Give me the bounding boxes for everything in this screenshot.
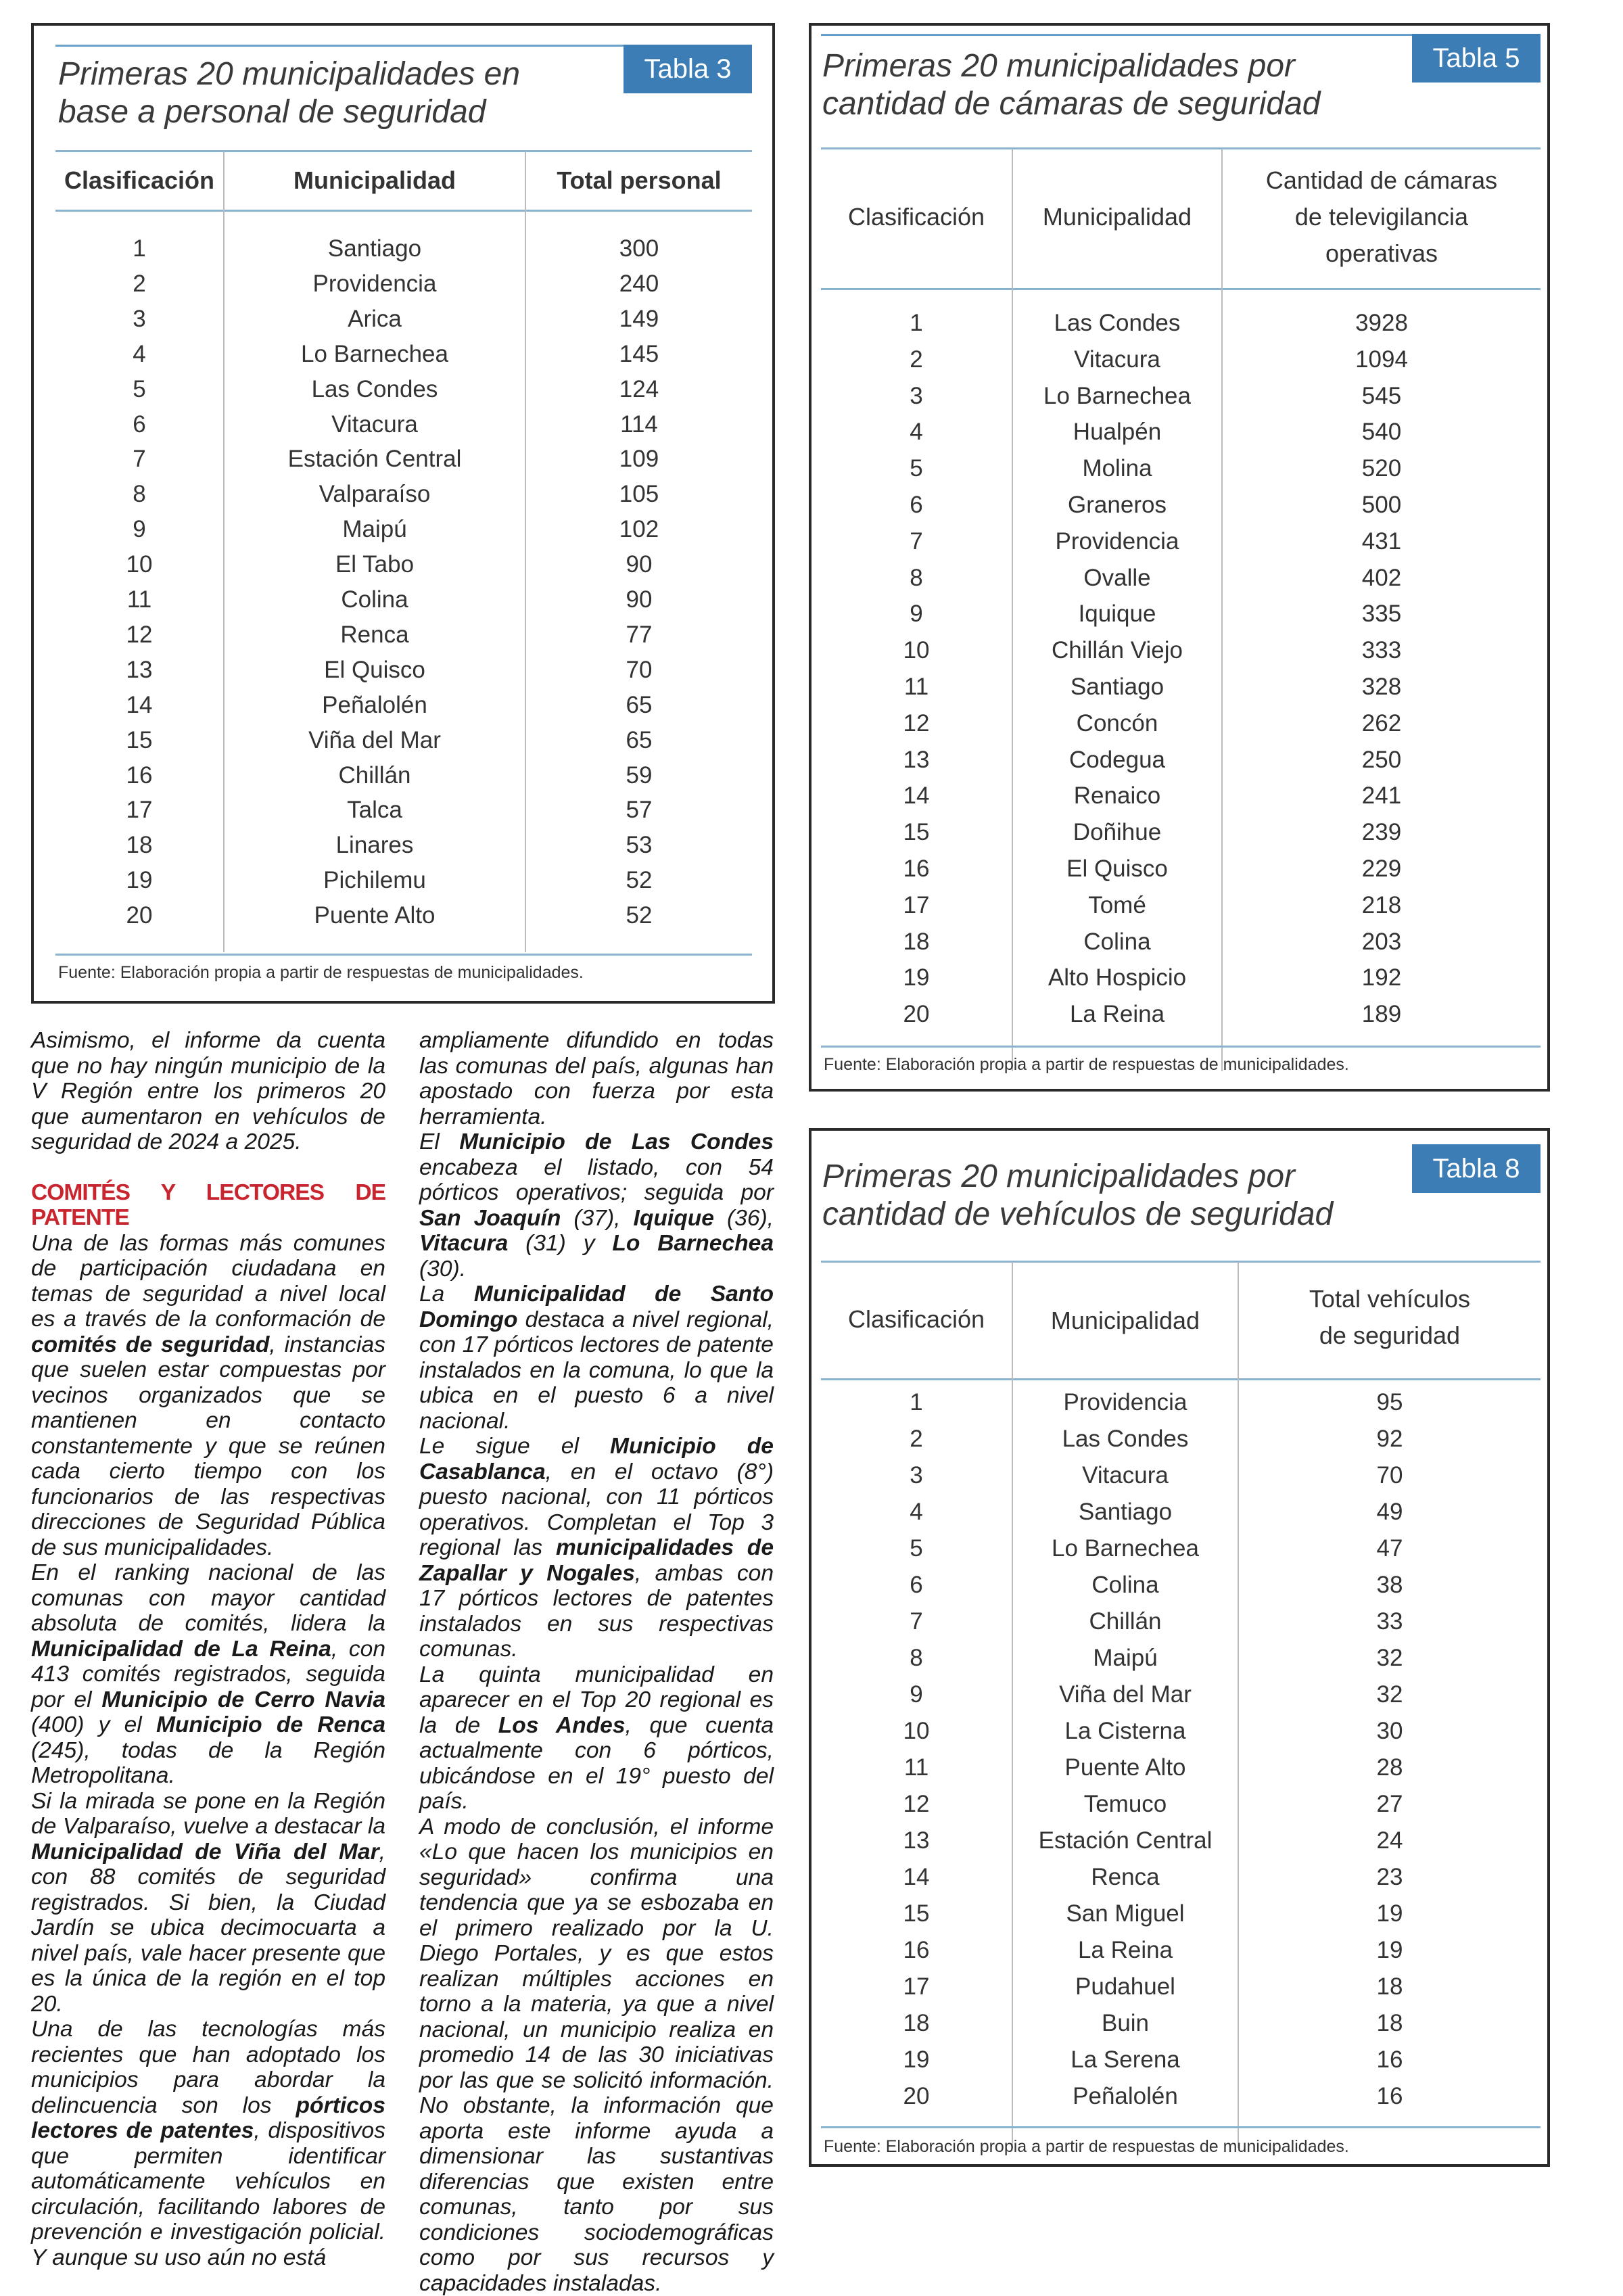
rank-cell: 14: [821, 1864, 1012, 1891]
value-cell: 520: [1223, 455, 1540, 482]
value-cell: 241: [1223, 782, 1540, 810]
rank-cell: 19: [55, 867, 223, 894]
table-row: [821, 2010, 1540, 2046]
table-row: [821, 929, 1540, 965]
municipality-cell: Maipú: [1013, 1645, 1238, 1672]
paragraph: Si la mirada se pone en la Región de Valparaíso, vuelve a destacar la Municipalidad de Viña del Mar, con 88 comités de seguridad registrados. Si bien, la Ciudad Jardín se ubica decimocuarta a nivel país, vale hacer presente que es la única de la región en el top 20.: [31, 1789, 385, 2017]
municipality-cell: Linares: [225, 832, 525, 859]
value-cell: 218: [1223, 892, 1540, 919]
value-cell: 59: [526, 762, 752, 789]
municipality-cell: Lo Barnechea: [1013, 383, 1221, 410]
rank-cell: 17: [821, 1973, 1012, 2000]
table-row: [821, 892, 1540, 929]
municipality-cell: Puente Alto: [225, 902, 525, 929]
value-cell: 240: [526, 271, 752, 298]
table-row: [55, 797, 752, 832]
value-cell: 19: [1239, 1937, 1540, 1964]
table-row: [55, 271, 752, 306]
table-row: [821, 455, 1540, 492]
header-bottom-rule: [821, 288, 1540, 290]
table-row: [821, 1718, 1540, 1754]
table-row: [821, 1937, 1540, 1973]
rank-cell: 14: [55, 692, 223, 719]
paragraph: A modo de conclusión, el informe «Lo que hacen los municipios en seguridad» confirma una tendencia que ya se esbozaba en el primero realizado por la U. Diego Portales, y es que estos realizan múltiples acciones en torno a la materia, ya que a nivel nacional, un municipio realiza en promedio 14 de las 30 iniciativas por las que se solicitó información. No obstante, la información que aporta este informe ayuda a dimensionar las sustantivas diferencias que existen entre comunas, tanto por sus condiciones sociodemográficas como por sus recursos y capacidades instaladas.: [419, 1814, 774, 2296]
table-row: [821, 637, 1540, 674]
rank-cell: 15: [55, 727, 223, 754]
municipality-cell: Hualpén: [1013, 419, 1221, 446]
rank-cell: 18: [821, 929, 1012, 956]
table-row: [55, 867, 752, 902]
rank-cell: 19: [821, 964, 1012, 991]
municipality-cell: Puente Alto: [1013, 1754, 1238, 1781]
municipality-cell: Buin: [1013, 2010, 1238, 2037]
value-cell: 18: [1239, 2010, 1540, 2037]
tabla-8-box: [809, 1128, 1550, 2167]
municipality-cell: Maipú: [225, 516, 525, 543]
value-cell: 333: [1223, 637, 1540, 664]
municipality-cell: Peñalolén: [1013, 2083, 1238, 2110]
municipality-cell: Concón: [1013, 710, 1221, 737]
municipality-cell: Estación Central: [1013, 1827, 1238, 1854]
rank-cell: 20: [55, 902, 223, 929]
header-bottom-rule: [55, 210, 752, 212]
value-cell: 32: [1239, 1645, 1540, 1672]
header-top-rule: [821, 1261, 1540, 1263]
table-row: [821, 1791, 1540, 1827]
tabla-8-tag: Tabla 8: [1412, 1144, 1540, 1193]
rank-cell: 5: [821, 455, 1012, 482]
tabla-5-source: Fuente: Elaboración propia a partir de respuestas de municipalidades.: [824, 1055, 1349, 1075]
article-column-2: [419, 1028, 774, 2296]
table-row: [821, 346, 1540, 383]
value-cell: 250: [1223, 747, 1540, 774]
rank-cell: 18: [821, 2010, 1012, 2037]
rank-cell: 2: [55, 271, 223, 298]
rank-cell: 11: [821, 1754, 1012, 1781]
table-row: [821, 310, 1540, 346]
value-cell: 92: [1239, 1426, 1540, 1453]
rank-cell: 7: [821, 1608, 1012, 1635]
rank-cell: 18: [55, 832, 223, 859]
value-cell: 33: [1239, 1608, 1540, 1635]
value-cell: 189: [1223, 1001, 1540, 1028]
header-top-rule: [55, 150, 752, 152]
value-cell: 229: [1223, 856, 1540, 883]
table-row: [55, 762, 752, 797]
value-cell: 114: [526, 411, 752, 438]
municipality-cell: Pichilemu: [225, 867, 525, 894]
tabla-3-rows: [55, 235, 752, 952]
header-top-rule: [821, 147, 1540, 149]
table-row: [821, 674, 1540, 710]
municipality-cell: Tomé: [1013, 892, 1221, 919]
rank-cell: 15: [821, 1900, 1012, 1927]
article-column-1: [31, 1028, 385, 2270]
rank-cell: 3: [821, 1462, 1012, 1489]
header-total-personal: Total personal: [526, 162, 752, 199]
rank-cell: 15: [821, 819, 1012, 846]
value-cell: 18: [1239, 1973, 1540, 2000]
municipality-cell: Renca: [225, 622, 525, 649]
value-cell: 540: [1223, 419, 1540, 446]
table-row: [55, 376, 752, 411]
table-row: [55, 692, 752, 727]
value-cell: 70: [1239, 1462, 1540, 1489]
table-row: [821, 747, 1540, 783]
municipality-cell: Doñihue: [1013, 819, 1221, 846]
tabla-8-title: Primeras 20 municipalidades por cantidad de vehículos de seguridad: [822, 1158, 1333, 1234]
table-row: [821, 1572, 1540, 1608]
table-row: [821, 528, 1540, 565]
rank-cell: 19: [821, 2046, 1012, 2074]
paragraph: Asimismo, el informe da cuenta que no hay ningún municipio de la V Región entre los primeros 20 que aumentaron en vehículos de seguridad de 2024 a 2025.: [31, 1028, 385, 1155]
value-cell: 1094: [1223, 346, 1540, 373]
municipality-cell: Santiago: [225, 235, 525, 262]
rank-cell: 12: [55, 622, 223, 649]
rank-cell: 13: [821, 1827, 1012, 1854]
tabla-8-source: Fuente: Elaboración propia a partir de respuestas de municipalidades.: [824, 2137, 1349, 2157]
rank-cell: 1: [821, 310, 1012, 337]
municipality-cell: La Cisterna: [1013, 1718, 1238, 1745]
table-row: [821, 819, 1540, 856]
rank-cell: 20: [821, 2083, 1012, 2110]
rank-cell: 9: [55, 516, 223, 543]
table-row: [55, 727, 752, 762]
municipality-cell: Colina: [1013, 929, 1221, 956]
value-cell: 65: [526, 692, 752, 719]
municipality-cell: Arica: [225, 306, 525, 333]
section-heading: COMITÉS Y LECTORES DE PATENTE: [31, 1180, 385, 1231]
rank-cell: 8: [821, 565, 1012, 592]
rank-cell: 2: [821, 346, 1012, 373]
value-cell: 30: [1239, 1718, 1540, 1745]
table-row: [821, 782, 1540, 819]
table-row: [821, 856, 1540, 892]
value-cell: 90: [526, 551, 752, 578]
rank-cell: 7: [55, 446, 223, 473]
value-cell: 16: [1239, 2046, 1540, 2074]
municipality-cell: Chillán Viejo: [1013, 637, 1221, 664]
value-cell: 49: [1239, 1499, 1540, 1526]
value-cell: 545: [1223, 383, 1540, 410]
table-row: [821, 1754, 1540, 1791]
value-cell: 65: [526, 727, 752, 754]
table-row: [55, 622, 752, 657]
tabla-5-box: [809, 23, 1550, 1092]
value-cell: 23: [1239, 1864, 1540, 1891]
rank-cell: 12: [821, 710, 1012, 737]
table-row: [821, 1426, 1540, 1462]
rank-cell: 7: [821, 528, 1012, 555]
value-cell: 3928: [1223, 310, 1540, 337]
value-cell: 16: [1239, 2083, 1540, 2110]
table-row: [821, 1900, 1540, 1937]
rank-cell: 9: [821, 601, 1012, 628]
table-row: [821, 601, 1540, 637]
rank-cell: 13: [55, 657, 223, 684]
municipality-cell: Vitacura: [225, 411, 525, 438]
rank-cell: 17: [55, 797, 223, 824]
tabla-3-tag: Tabla 3: [624, 45, 752, 93]
rank-cell: 5: [821, 1535, 1012, 1562]
table-row: [821, 1681, 1540, 1718]
table-row: [55, 551, 752, 586]
table-row: [821, 419, 1540, 455]
municipality-cell: Estación Central: [225, 446, 525, 473]
value-cell: 192: [1223, 964, 1540, 991]
value-cell: 27: [1239, 1791, 1540, 1818]
paragraph: ampliamente difundido en todas las comunas del país, algunas han apostado con fuerza por esta herramienta.: [419, 1028, 774, 1129]
rank-cell: 6: [821, 492, 1012, 519]
value-cell: 52: [526, 902, 752, 929]
header-total-vehiculos: Total vehículos de seguridad: [1239, 1281, 1540, 1354]
rank-cell: 4: [821, 1499, 1012, 1526]
table-row: [821, 383, 1540, 419]
municipality-cell: Graneros: [1013, 492, 1221, 519]
value-cell: 57: [526, 797, 752, 824]
header-municipalidad: Municipalidad: [1013, 1303, 1238, 1339]
table-row: [55, 902, 752, 937]
rank-cell: 10: [55, 551, 223, 578]
rank-cell: 5: [55, 376, 223, 403]
rank-cell: 20: [821, 1001, 1012, 1028]
value-cell: 47: [1239, 1535, 1540, 1562]
municipality-cell: Vitacura: [1013, 1462, 1238, 1489]
municipality-cell: El Quisco: [225, 657, 525, 684]
rank-cell: 11: [55, 586, 223, 613]
value-cell: 77: [526, 622, 752, 649]
rank-cell: 16: [55, 762, 223, 789]
table-row: [821, 964, 1540, 1001]
value-cell: 28: [1239, 1754, 1540, 1781]
municipality-cell: Iquique: [1013, 601, 1221, 628]
table-row: [821, 1645, 1540, 1681]
header-municipalidad: Municipalidad: [225, 162, 525, 199]
municipality-cell: Providencia: [225, 271, 525, 298]
paragraph: Una de las tecnologías más recientes que han adoptado los municipios para abordar la delincuencia son los pórticos lectores de patentes, dispositivos que permiten identificar automáticamente vehículos en circulación, facilitando labores de prevención e investigación policial. Y aunque su uso aún no está: [31, 2017, 385, 2270]
municipality-cell: Lo Barnechea: [225, 341, 525, 368]
municipality-cell: La Serena: [1013, 2046, 1238, 2074]
municipality-cell: Pudahuel: [1013, 1973, 1238, 2000]
municipality-cell: Las Condes: [1013, 310, 1221, 337]
tabla-3-title: Primeras 20 municipalidades en base a personal de seguridad: [58, 55, 520, 131]
tabla-5-rows: [821, 310, 1540, 1040]
municipality-cell: Temuco: [1013, 1791, 1238, 1818]
municipality-cell: Las Condes: [1013, 1426, 1238, 1453]
rank-cell: 10: [821, 637, 1012, 664]
header-camaras: Cantidad de cámaras de televigilancia operativas: [1223, 162, 1540, 272]
value-cell: 24: [1239, 1827, 1540, 1854]
paragraph: Le sigue el Municipio de Casablanca, en el octavo (8°) puesto nacional, con 11 pórticos operativos. Completan el Top 3 regional las municipalidades de Zapallar y Nogales, ambas con 17 pórticos lectores de patentes instalados en sus respectivas comunas.: [419, 1434, 774, 1662]
value-cell: 124: [526, 376, 752, 403]
value-cell: 402: [1223, 565, 1540, 592]
table-row: [821, 1608, 1540, 1645]
municipality-cell: Viña del Mar: [1013, 1681, 1238, 1708]
municipality-cell: Santiago: [1013, 674, 1221, 701]
value-cell: 32: [1239, 1681, 1540, 1708]
rank-cell: 3: [821, 383, 1012, 410]
paragraph: En el ranking nacional de las comunas con mayor cantidad absoluta de comités, lidera la Municipalidad de La Reina, con 413 comités registrados, seguida por el Municipio de Cerro Navia (400) y el Municipio de Renca (245), todas de la Región Metropolitana.: [31, 1560, 385, 1789]
rank-cell: 10: [821, 1718, 1012, 1745]
rank-cell: 16: [821, 856, 1012, 883]
municipality-cell: Alto Hospicio: [1013, 964, 1221, 991]
table-row: [821, 492, 1540, 528]
tabla-5-tag: Tabla 5: [1412, 34, 1540, 83]
table-row: [821, 1499, 1540, 1535]
municipality-cell: Renaico: [1013, 782, 1221, 810]
tabla-8-rows: [821, 1389, 1540, 2126]
municipality-cell: Chillán: [225, 762, 525, 789]
table-row: [821, 565, 1540, 601]
table-row: [821, 1535, 1540, 1572]
rank-cell: 4: [55, 341, 223, 368]
municipality-cell: El Tabo: [225, 551, 525, 578]
municipality-cell: San Miguel: [1013, 1900, 1238, 1927]
table-row: [55, 306, 752, 341]
municipality-cell: Molina: [1013, 455, 1221, 482]
rank-cell: 4: [821, 419, 1012, 446]
value-cell: 52: [526, 867, 752, 894]
municipality-cell: Providencia: [1013, 1389, 1238, 1416]
value-cell: 335: [1223, 601, 1540, 628]
rank-cell: 16: [821, 1937, 1012, 1964]
table-row: [55, 481, 752, 516]
municipality-cell: Providencia: [1013, 528, 1221, 555]
rank-cell: 11: [821, 674, 1012, 701]
table-row: [821, 1973, 1540, 2010]
header-clasificacion: Clasificación: [821, 199, 1012, 235]
header-clasificacion: Clasificación: [55, 162, 223, 199]
paragraph: La Municipalidad de Santo Domingo destaca a nivel regional, con 17 pórticos lectores de patente instalados en la comuna, lo que la ubica en el puesto 6 a nivel nacional.: [419, 1282, 774, 1434]
value-cell: 300: [526, 235, 752, 262]
table-row: [821, 1389, 1540, 1426]
value-cell: 19: [1239, 1900, 1540, 1927]
header-clasificacion: Clasificación: [821, 1301, 1012, 1338]
municipality-cell: La Reina: [1013, 1937, 1238, 1964]
table-row: [821, 1827, 1540, 1864]
table-row: [55, 446, 752, 481]
rank-cell: 17: [821, 892, 1012, 919]
table-row: [821, 2046, 1540, 2083]
footer-rule: [821, 1046, 1540, 1048]
tabla-5-title: Primeras 20 municipalidades por cantidad de cámaras de seguridad: [822, 47, 1320, 123]
rank-cell: 6: [821, 1572, 1012, 1599]
value-cell: 70: [526, 657, 752, 684]
header-bottom-rule: [821, 1378, 1540, 1380]
value-cell: 431: [1223, 528, 1540, 555]
paragraph: La quinta municipalidad en aparecer en el Top 20 regional es la de Los Andes, que cuenta actualmente con 6 pórticos, ubicándose en el 19° puesto del país.: [419, 1662, 774, 1814]
table-row: [821, 2083, 1540, 2119]
header-municipalidad: Municipalidad: [1013, 199, 1221, 235]
municipality-cell: Peñalolén: [225, 692, 525, 719]
table-row: [55, 411, 752, 446]
table-row: [821, 1864, 1540, 1900]
table-row: [55, 832, 752, 867]
tabla-3-source: Fuente: Elaboración propia a partir de respuestas de municipalidades.: [58, 963, 584, 983]
value-cell: 90: [526, 586, 752, 613]
table-row: [55, 235, 752, 271]
municipality-cell: Colina: [1013, 1572, 1238, 1599]
value-cell: 328: [1223, 674, 1540, 701]
tabla-3-box: [31, 23, 775, 1004]
table-row: [821, 710, 1540, 747]
rank-cell: 3: [55, 306, 223, 333]
value-cell: 95: [1239, 1389, 1540, 1416]
footer-rule: [55, 954, 752, 956]
value-cell: 145: [526, 341, 752, 368]
municipality-cell: Talca: [225, 797, 525, 824]
value-cell: 262: [1223, 710, 1540, 737]
rank-cell: 8: [821, 1645, 1012, 1672]
value-cell: 109: [526, 446, 752, 473]
table-row: [55, 657, 752, 692]
value-cell: 102: [526, 516, 752, 543]
rank-cell: 13: [821, 747, 1012, 774]
municipality-cell: Chillán: [1013, 1608, 1238, 1635]
rank-cell: 9: [821, 1681, 1012, 1708]
municipality-cell: La Reina: [1013, 1001, 1221, 1028]
rank-cell: 6: [55, 411, 223, 438]
municipality-cell: Valparaíso: [225, 481, 525, 508]
rank-cell: 14: [821, 782, 1012, 810]
table-row: [821, 1001, 1540, 1037]
municipality-cell: Las Condes: [225, 376, 525, 403]
table-row: [55, 586, 752, 622]
table-row: [821, 1462, 1540, 1499]
footer-rule: [821, 2126, 1540, 2128]
municipality-cell: Santiago: [1013, 1499, 1238, 1526]
table-row: [55, 516, 752, 551]
rank-cell: 8: [55, 481, 223, 508]
municipality-cell: Viña del Mar: [225, 727, 525, 754]
paragraph: Una de las formas más comunes de participación ciudadana en temas de seguridad a nivel local es a través de la conformación de comités de seguridad, instancias que suelen estar compuestas por vecinos organizados que se mantienen en contacto constantemente y que se reúnen cada cierto tiempo con los funcionarios de las respectivas direcciones de Seguridad Pública de sus municipalidades.: [31, 1231, 385, 1561]
value-cell: 38: [1239, 1572, 1540, 1599]
municipality-cell: Colina: [225, 586, 525, 613]
value-cell: 149: [526, 306, 752, 333]
value-cell: 105: [526, 481, 752, 508]
value-cell: 203: [1223, 929, 1540, 956]
rank-cell: 1: [55, 235, 223, 262]
municipality-cell: Codegua: [1013, 747, 1221, 774]
table-row: [55, 341, 752, 376]
municipality-cell: Ovalle: [1013, 565, 1221, 592]
rank-cell: 1: [821, 1389, 1012, 1416]
rank-cell: 12: [821, 1791, 1012, 1818]
municipality-cell: El Quisco: [1013, 856, 1221, 883]
municipality-cell: Renca: [1013, 1864, 1238, 1891]
rank-cell: 2: [821, 1426, 1012, 1453]
value-cell: 53: [526, 832, 752, 859]
municipality-cell: Vitacura: [1013, 346, 1221, 373]
municipality-cell: Lo Barnechea: [1013, 1535, 1238, 1562]
value-cell: 500: [1223, 492, 1540, 519]
paragraph: El Municipio de Las Condes encabeza el listado, con 54 pórticos operativos; seguida por San Joaquín (37), Iquique (36), Vitacura (31) y Lo Barnechea (30).: [419, 1129, 774, 1282]
value-cell: 239: [1223, 819, 1540, 846]
